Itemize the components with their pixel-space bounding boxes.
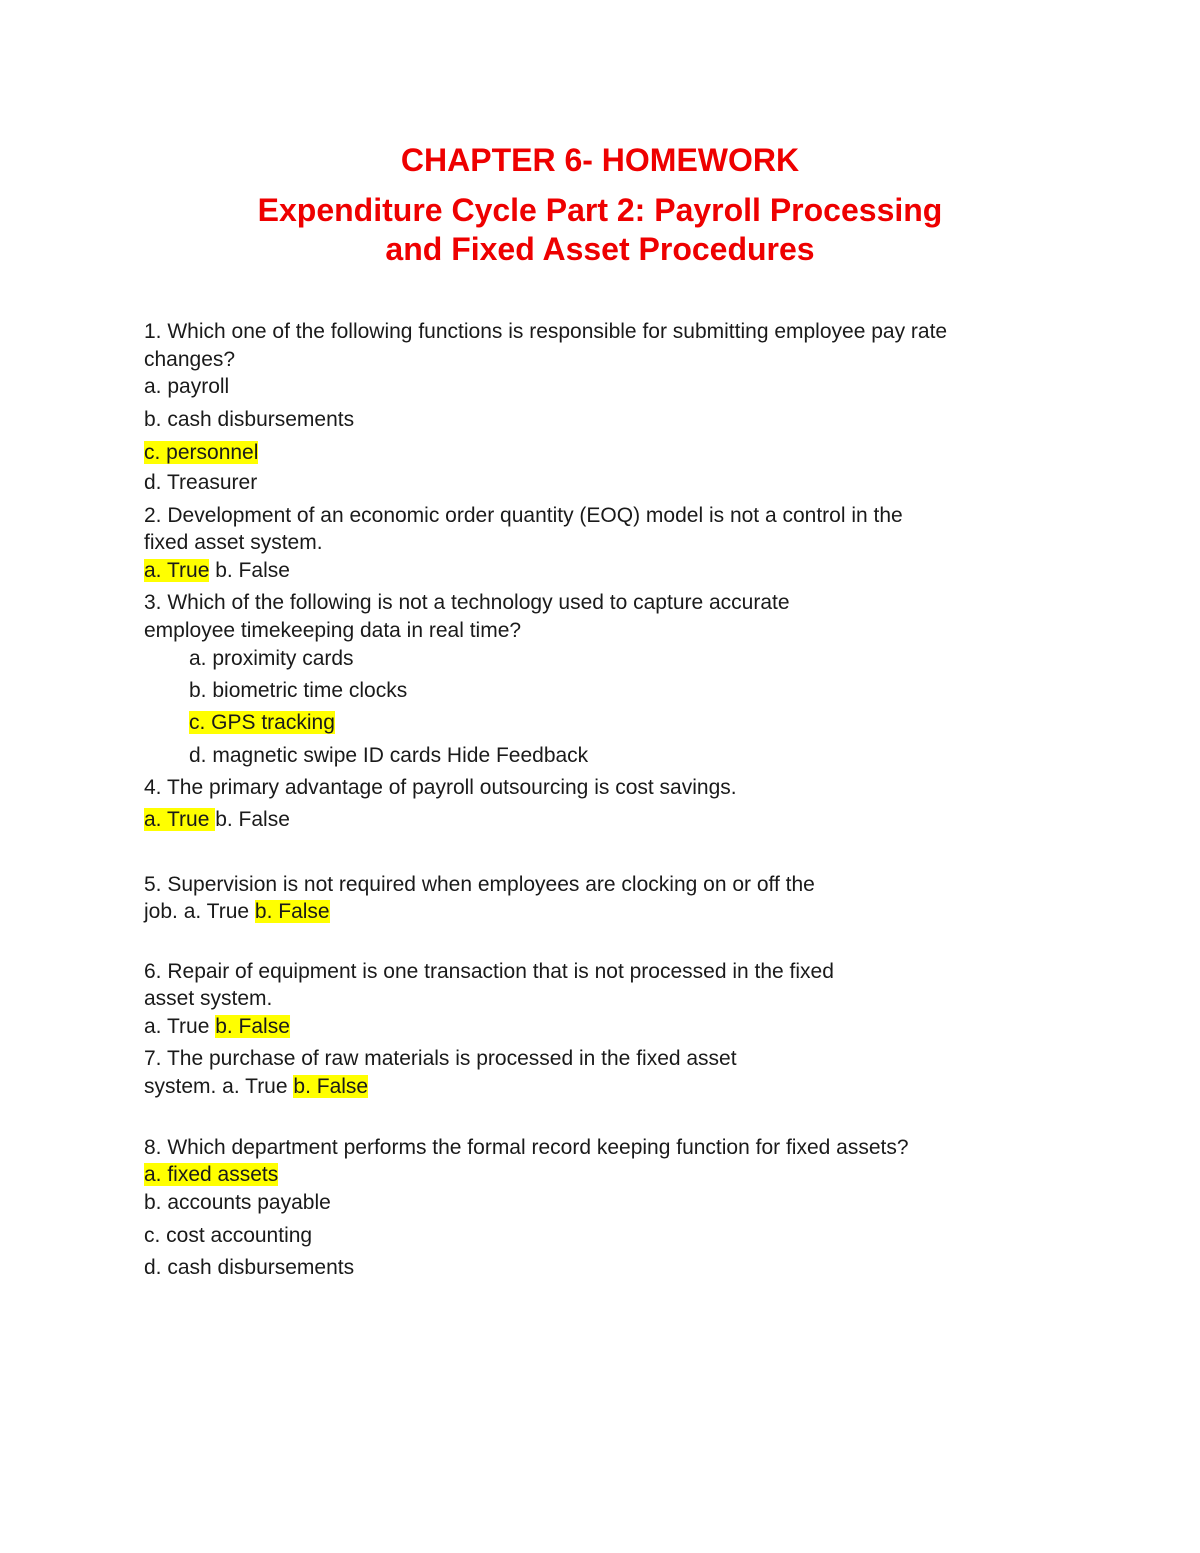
q1-text-line-2: changes? xyxy=(144,348,236,371)
q3-text-line-1: 3. Which of the following is not a technology used to capture accurate xyxy=(144,591,790,614)
q2-text-line-1: 2. Development of an economic order quantity (EOQ) model is not a control in the xyxy=(144,504,903,527)
q8-answer-highlight: a. fixed assets xyxy=(144,1163,279,1186)
q5-prefix: job. a. True xyxy=(144,900,255,923)
q6-text-line-2: asset system. xyxy=(144,987,273,1010)
q6-options xyxy=(144,1013,290,1041)
q2-answer-highlight: a. True xyxy=(144,559,210,582)
q8-option-d: d. cash disbursements xyxy=(144,1256,355,1279)
q7-text-line-2 xyxy=(144,1073,368,1101)
q8-option-a xyxy=(144,1161,278,1189)
q5-text-line-2 xyxy=(144,898,330,926)
q7-prefix: system. a. True xyxy=(144,1075,294,1098)
q1-option-b: b. cash disbursements xyxy=(144,408,355,431)
q4-answer-highlight: a. True xyxy=(144,808,216,831)
q1-text-line-1: 1. Which one of the following functions is responsible for submitting employee pay rate xyxy=(144,320,948,343)
q1-option-a: a. payroll xyxy=(144,375,230,398)
q3-option-a: a. proximity cards xyxy=(189,647,354,670)
q7-text-line-1: 7. The purchase of raw materials is processed in the fixed asset xyxy=(144,1047,737,1070)
q2-option-b: b. False xyxy=(209,559,290,582)
q3-option-d: d. magnetic swipe ID cards Hide Feedback xyxy=(189,744,589,767)
q6-text-line-1: 6. Repair of equipment is one transaction that is not processed in the fixed xyxy=(144,960,834,983)
chapter-title: CHAPTER 6- HOMEWORK xyxy=(400,142,800,178)
q8-text-line-1: 8. Which department performs the formal record keeping function for fixed assets? xyxy=(144,1136,909,1159)
q2-text-line-2: fixed asset system. xyxy=(144,531,323,554)
q4-options xyxy=(144,806,290,834)
q3-text-line-2: employee timekeeping data in real time? xyxy=(144,619,522,642)
q1-option-c xyxy=(144,439,258,467)
q5-answer-highlight: b. False xyxy=(254,900,330,923)
q8-option-c: c. cost accounting xyxy=(144,1224,313,1247)
q4-option-b: b. False xyxy=(215,808,290,831)
q5-text-line-1: 5. Supervision is not required when employees are clocking on or off the xyxy=(144,873,815,896)
q6-option-a: a. True xyxy=(144,1015,216,1038)
q7-answer-highlight: b. False xyxy=(293,1075,369,1098)
subtitle-line-2: and Fixed Asset Procedures xyxy=(385,231,815,267)
q8-option-b: b. accounts payable xyxy=(144,1191,331,1214)
q4-text-line-1: 4. The primary advantage of payroll outsourcing is cost savings. xyxy=(144,776,737,799)
q1-answer-highlight: c. personnel xyxy=(144,441,259,464)
subtitle-line-1: Expenditure Cycle Part 2: Payroll Processing xyxy=(257,192,943,228)
q1-option-d: d. Treasurer xyxy=(144,471,258,494)
q6-answer-highlight: b. False xyxy=(215,1015,290,1038)
q3-option-c xyxy=(189,709,335,737)
q3-option-b: b. biometric time clocks xyxy=(189,679,408,702)
q3-answer-highlight: c. GPS tracking xyxy=(189,711,335,734)
q2-options xyxy=(144,557,290,585)
